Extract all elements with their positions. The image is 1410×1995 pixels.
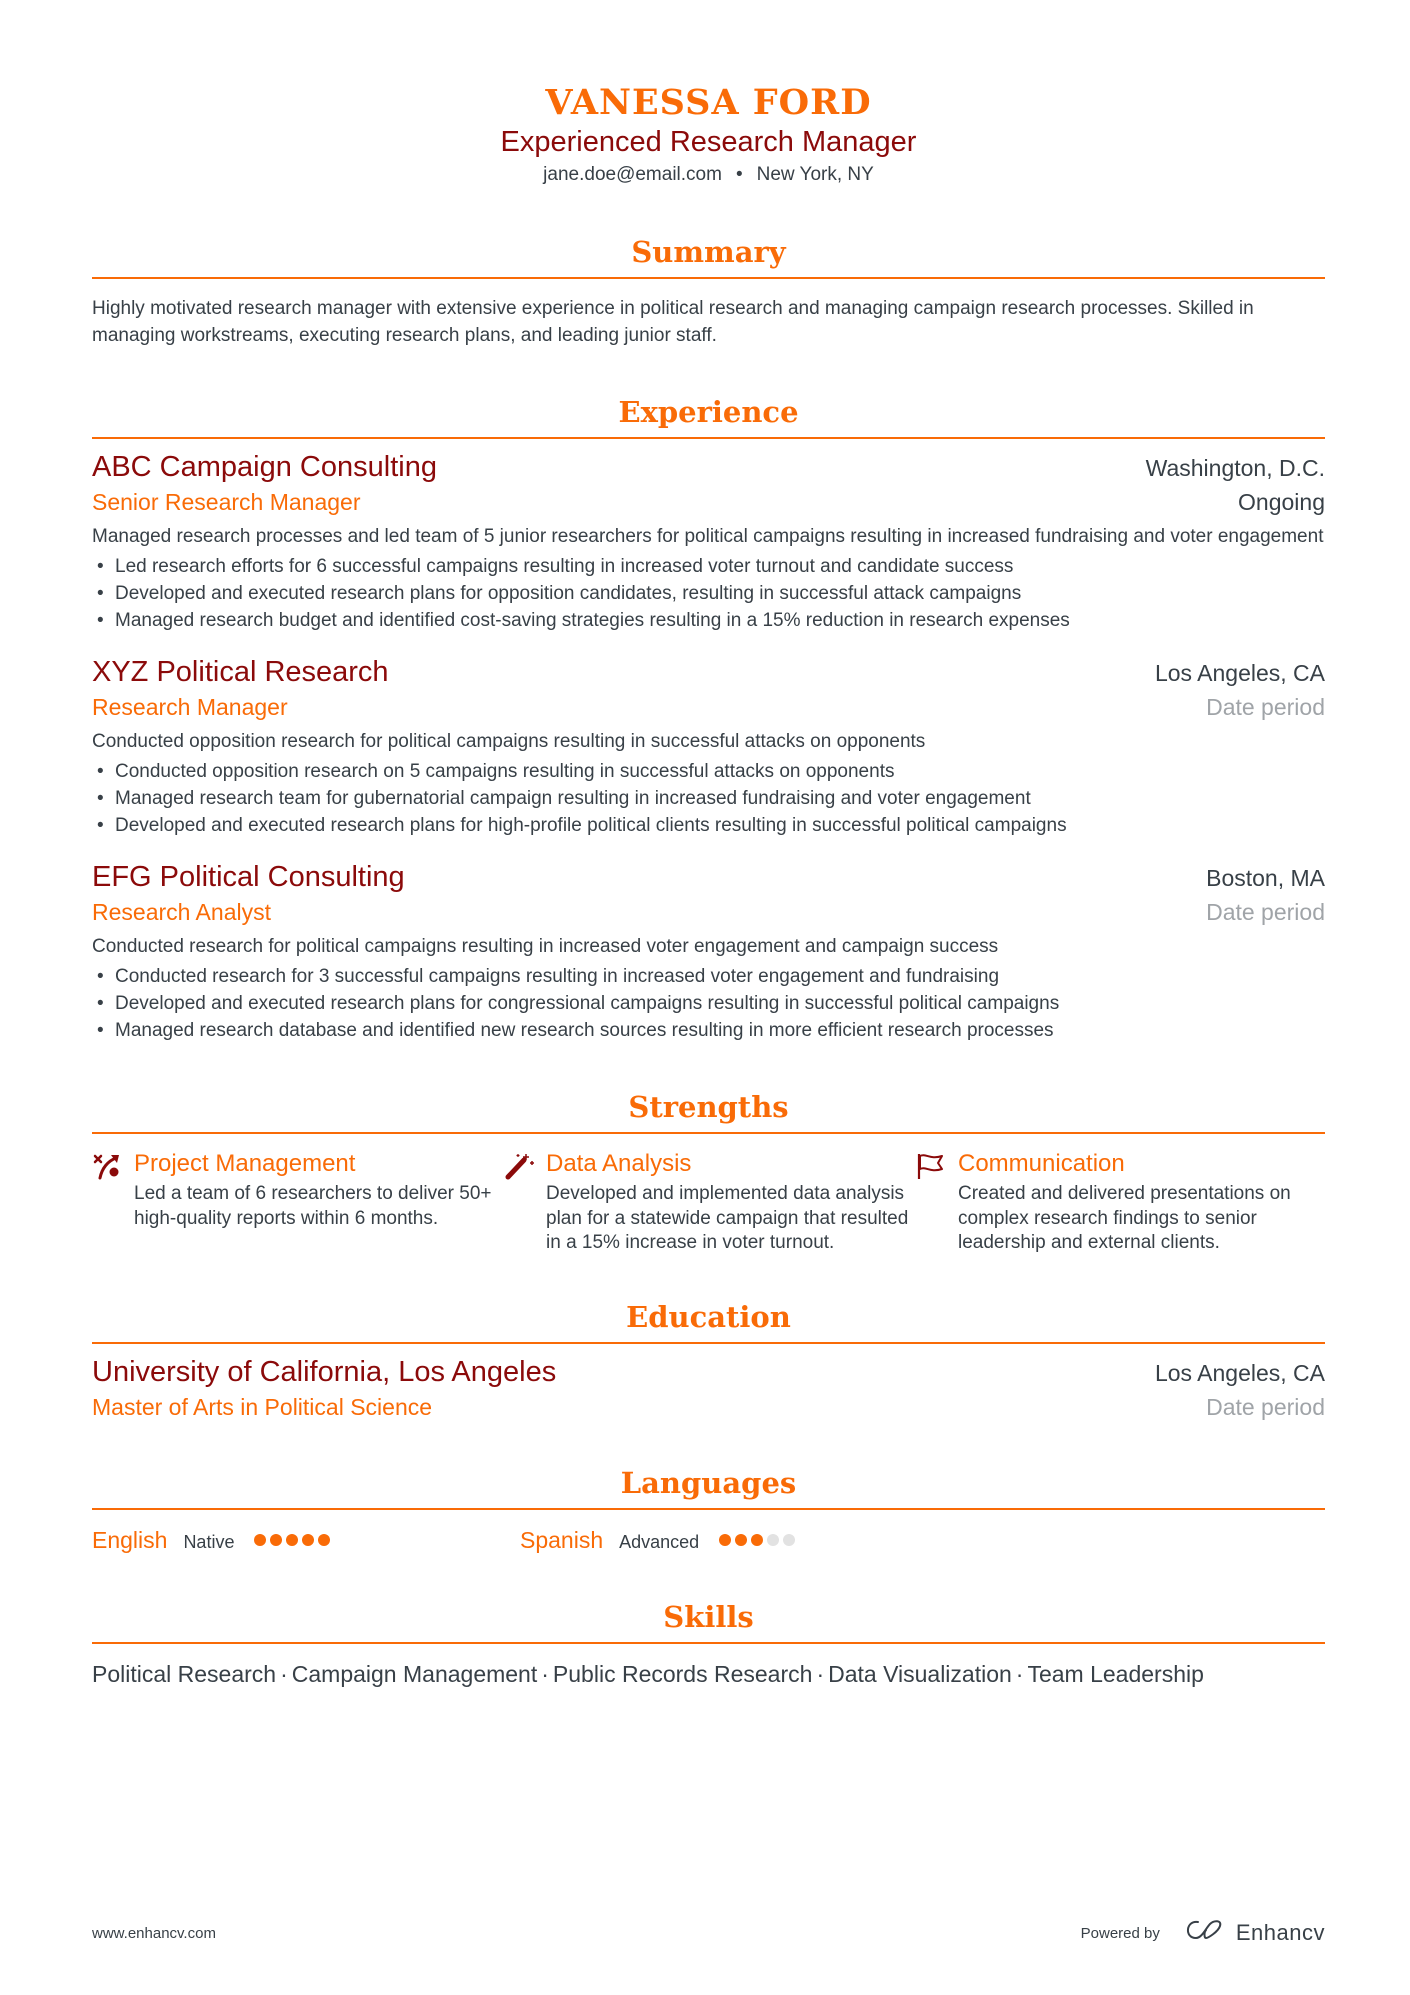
skills-list (92, 1658, 1325, 1690)
job-location: Los Angeles, CA (1154, 660, 1325, 686)
job-date: Ongoing (1238, 489, 1325, 515)
language-name: Spanish (520, 1526, 604, 1553)
skills-section (92, 1598, 1325, 1690)
job-location: Washington, D.C. (1145, 455, 1325, 481)
company-name: ABC Campaign Consulting (92, 451, 437, 483)
skill-item: Data Visualization (828, 1660, 1012, 1687)
section-title-languages: Languages (92, 1464, 1325, 1510)
job-bullet: • Conducted research for 3 successful campaigns resulting in increased voter engagement and fundraising (92, 963, 1325, 990)
skill-item: Public Records Research (552, 1660, 813, 1687)
rating-dot-filled (254, 1534, 266, 1546)
candidate-name: VANESSA FORD (545, 82, 872, 123)
job-role: Research Manager (92, 694, 288, 720)
job-bullet: • Developed and executed research plans for congressional campaigns resulting in successful political campaigns (92, 990, 1325, 1017)
language-rating (254, 1534, 330, 1546)
job-bullets (92, 758, 1325, 839)
rating-dot-filled (735, 1534, 747, 1546)
experience-section (92, 393, 1325, 1044)
skill-separator: · (816, 1660, 825, 1687)
job-entry (92, 449, 1325, 634)
powered-by (1081, 1918, 1325, 1948)
job-description: Conducted research for political campaigns resulting in increased voter engagement and campaign success (92, 936, 999, 957)
skill-separator: · (280, 1660, 288, 1687)
languages-section (92, 1464, 1325, 1556)
section-title-summary: Summary (92, 233, 1325, 279)
candidate-headline: Experienced Research Manager (500, 126, 917, 158)
job-bullet: • Developed and executed research plans for high-profile political clients resulting in successful political campaigns (92, 812, 1325, 839)
skill-item: Campaign Management (291, 1660, 538, 1687)
rating-dot-filled (302, 1534, 314, 1546)
language-level: Native (183, 1531, 235, 1552)
job-role: Senior Research Manager (92, 489, 361, 515)
strength-item (916, 1148, 1328, 1256)
job-entry (92, 654, 1325, 839)
website-link[interactable]: www.enhancv.com (92, 1924, 216, 1942)
strengths-grid (92, 1148, 1325, 1256)
contact-line (92, 162, 1325, 188)
skill-item: Team Leadership (1027, 1660, 1204, 1687)
education-section (92, 1298, 1325, 1424)
rating-dot-empty (783, 1534, 795, 1546)
flag-icon (916, 1148, 958, 1256)
strength-title: Data Analysis (546, 1150, 692, 1177)
skill-separator: · (541, 1660, 549, 1687)
degree: Master of Arts in Political Science (92, 1393, 433, 1420)
powered-by-label: Powered by (1080, 1924, 1160, 1942)
section-title-strengths: Strengths (92, 1088, 1325, 1134)
rating-dot-filled (318, 1534, 330, 1546)
resume-page (92, 0, 1325, 1690)
location-text: New York, NY (756, 164, 874, 185)
job-bullet: • Managed research team for gubernatorial campaign resulting in increased fundraising and voter engagement (92, 785, 1325, 812)
strengths-section (92, 1088, 1325, 1256)
language-item (520, 1524, 948, 1556)
language-level: Advanced (619, 1531, 700, 1552)
company-name: XYZ Political Research (92, 656, 389, 688)
strength-description: Created and delivered presentations on complex research findings to senior leadership and external clients. (958, 1183, 1291, 1253)
language-item (92, 1524, 520, 1556)
strength-item (92, 1148, 504, 1256)
strength-item (504, 1148, 916, 1256)
job-bullet: • Led research efforts for 6 successful campaigns resulting in increased voter turnout and candidate success (92, 553, 1325, 580)
job-bullet: • Developed and executed research plans for opposition candidates, resulting in successful attack campaigns (92, 580, 1325, 607)
enhancv-logo[interactable] (1182, 1918, 1325, 1948)
summary-section (92, 233, 1325, 349)
job-role: Research Analyst (92, 899, 271, 925)
skill-separator: · (1015, 1660, 1024, 1687)
strength-title: Project Management (134, 1150, 356, 1177)
school-location: Los Angeles, CA (1154, 1359, 1325, 1386)
job-entry (92, 859, 1325, 1044)
job-bullets (92, 553, 1325, 634)
rating-dot-filled (751, 1534, 763, 1546)
rating-dot-empty (767, 1534, 779, 1546)
job-bullets (92, 963, 1325, 1044)
rating-dot-filled (286, 1534, 298, 1546)
language-rating (719, 1534, 795, 1546)
language-name: English (92, 1526, 168, 1553)
job-description: Managed research processes and led team of 5 junior researchers for political campaigns resulting in increased fundraising and voter engagement (92, 526, 1324, 547)
company-name: EFG Political Consulting (92, 861, 405, 893)
strategy-icon (92, 1148, 134, 1256)
magic-wand-icon (504, 1148, 546, 1256)
strength-description: Developed and implemented data analysis plan for a statewide campaign that resulted in a 15% increase in voter turnout. (546, 1183, 909, 1253)
email-link[interactable]: jane.doe@email.com (543, 164, 722, 185)
contact-separator: • (735, 164, 743, 185)
section-title-education: Education (92, 1298, 1325, 1344)
strength-description: Led a team of 6 researchers to deliver 50+ high-quality reports within 6 months. (134, 1183, 492, 1229)
resume-header (92, 0, 1325, 188)
job-location: Boston, MA (1206, 865, 1325, 891)
skill-item: Political Research (92, 1660, 277, 1687)
job-bullet: • Managed research database and identified new research sources resulting in more efficient research processes (92, 1017, 1325, 1044)
job-description: Conducted opposition research for political campaigns resulting in successful attacks on opponents (92, 731, 926, 752)
section-title-skills: Skills (92, 1598, 1325, 1644)
section-title-experience: Experience (92, 393, 1325, 439)
page-footer (92, 1918, 1325, 1948)
school-name: University of California, Los Angeles (92, 1355, 557, 1388)
languages-list (92, 1524, 1325, 1556)
job-bullet: • Managed research budget and identified cost-saving strategies resulting in a 15% reduction in research expenses (92, 607, 1325, 634)
strength-title: Communication (958, 1150, 1125, 1177)
rating-dot-filled (270, 1534, 282, 1546)
enhancv-logo-icon (1182, 1918, 1226, 1948)
summary-text: Highly motivated research manager with extensive experience in political research and managing campaign research processes. Skilled in managing workstreams, executing research plans, and leading junior staff. (92, 298, 1254, 346)
job-date: Date period (1206, 694, 1325, 720)
rating-dot-filled (719, 1534, 731, 1546)
enhancv-brand-name: Enhancv (1235, 1920, 1325, 1945)
job-bullet: • Conducted opposition research on 5 campaigns resulting in successful attacks on opponents (92, 758, 1325, 785)
education-date: Date period (1206, 1393, 1325, 1420)
job-date: Date period (1206, 899, 1325, 925)
education-entry (92, 1354, 1325, 1424)
